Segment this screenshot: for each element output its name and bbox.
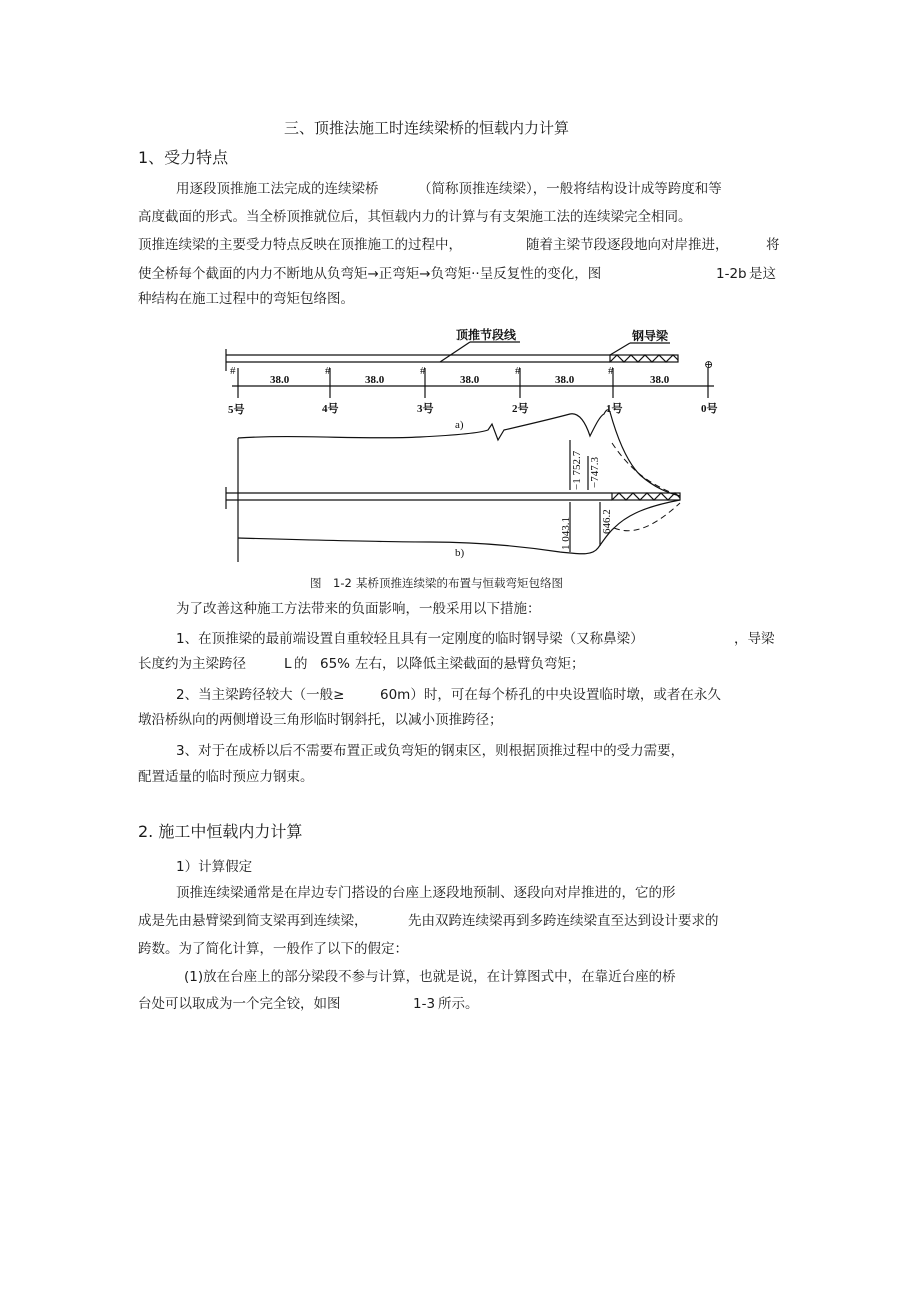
paragraph-line: （简称顶推连续梁），一般将结构设计成等跨度和等 [418,181,722,197]
svg-text:#: # [608,365,614,377]
paragraph-line: 60m）时，可在每个桥孔的中央设置临时墩，或者在永久 [380,687,721,703]
paragraph-line: 种结构在施工过程中的弯矩包络图。 [138,291,354,307]
figure-caption-number: 1-2 [333,576,352,590]
span-label: 38.0 [650,374,670,386]
paragraph-line: 左右，以降低主梁截面的悬臂负弯矩； [355,656,585,672]
paragraph-line: 用逐段顶推施工法完成的连续梁桥 [176,181,379,197]
section-heading-1: 1、受力特点 [138,148,229,167]
figure-bridge-diagram [0,320,920,565]
figure-caption-prefix: 图 [310,576,322,590]
paragraph-line: 1、在顶推梁的最前端设置自重较轻且具有一定刚度的临时钢导梁（又称鼻梁） [176,631,644,647]
label-segment-line: 顶推节段线 [456,328,517,342]
pier-label: 5号 [228,404,245,416]
pier-label: 2号 [512,403,529,415]
label-steel-guide: 钢导梁 [632,329,669,343]
paragraph-line: ，导梁 [734,631,775,647]
moment-value: −1 752.7 [571,450,583,490]
moment-value: −747.3 [589,457,601,488]
subheading: 1）计算假定 [176,859,253,875]
page-title: 三、顶推法施工时连续梁桥的恒载内力计算 [284,119,570,137]
paragraph-line: 配置适量的临时预应力钢束。 [138,769,314,785]
subfig-label-b: b) [455,547,465,559]
svg-text:#: # [230,365,236,377]
paragraph-line: 为了改善这种施工方法带来的负面影响，一般采用以下措施： [176,601,541,617]
svg-text:#: # [325,365,331,377]
paragraph-line: 成是先由悬臂梁到简支梁再到连续梁， [138,913,368,929]
paragraph-line: 随着主梁节段逐段地向对岸推进， [526,237,729,253]
paragraph-line: 使全桥每个截面的内力不断地从负弯矩→正弯矩→负弯矩··呈反复性的变化，图 [138,266,602,282]
paragraph-line: 1-3 [413,996,436,1012]
moment-value: 1 043.1 [560,517,572,550]
section-heading-2: 2. 施工中恒载内力计算 [138,822,303,841]
pier-label: 1号 [606,403,623,415]
span-label: 38.0 [555,374,575,386]
pier-label: 3号 [417,403,434,415]
pier-label: 4号 [322,403,339,415]
paragraph-line: 跨数。为了简化计算，一般作了以下的假定： [138,941,408,957]
pier-label: 0号 [701,403,718,415]
paragraph-line: L [284,656,292,672]
svg-text:⊕: ⊕ [704,359,714,371]
paragraph-line: 3、对于在成桥以后不需要布置正或负弯矩的钢束区，则根据顶推过程中的受力需要， [176,743,685,759]
paragraph-line: 长度约为主梁跨径 [138,656,246,672]
paragraph-line: 高度截面的形式。当全桥顶推就位后，其恒载内力的计算与有支架施工法的连续梁完全相同。 [138,209,692,225]
svg-text:#: # [515,365,521,377]
paragraph-line: 先由双跨连续梁再到多跨连续梁直至达到设计要求的 [408,913,719,929]
paragraph-line: 65% [320,656,351,672]
figure-caption-text: 某桥顶推连续梁的布置与恒载弯矩包络图 [356,576,563,590]
span-label: 38.0 [270,374,290,386]
paragraph-line: 2、当主梁跨径较大（一般≥ [176,687,345,703]
paragraph-line: 1-2b [716,266,747,282]
subfig-label-a: a) [455,419,464,431]
paragraph-line: 墩沿桥纵向的两侧增设三角形临时钢斜托，以减小顶推跨径； [138,712,503,728]
svg-text:#: # [420,365,426,377]
paragraph-line: 顶推连续梁的主要受力特点反映在顶推施工的过程中， [138,237,462,253]
paragraph-line: 台处可以取成为一个完全铰，如图 [138,996,341,1012]
paragraph-line: 所示。 [438,996,479,1012]
moment-value: 646.2 [601,509,613,534]
span-label: 38.0 [460,374,480,386]
span-label: 38.0 [365,374,385,386]
paragraph-line: 的 [294,656,308,672]
paragraph-line: 将 [766,237,780,253]
paragraph-line: 是这 [749,266,776,282]
paragraph-line: 顶推连续梁通常是在岸边专门搭设的台座上逐段地预制、逐段向对岸推进的，它的形 [176,885,676,901]
paragraph-line: (1)放在台座上的部分梁段不参与计算，也就是说，在计算图式中，在靠近台座的桥 [184,969,676,985]
